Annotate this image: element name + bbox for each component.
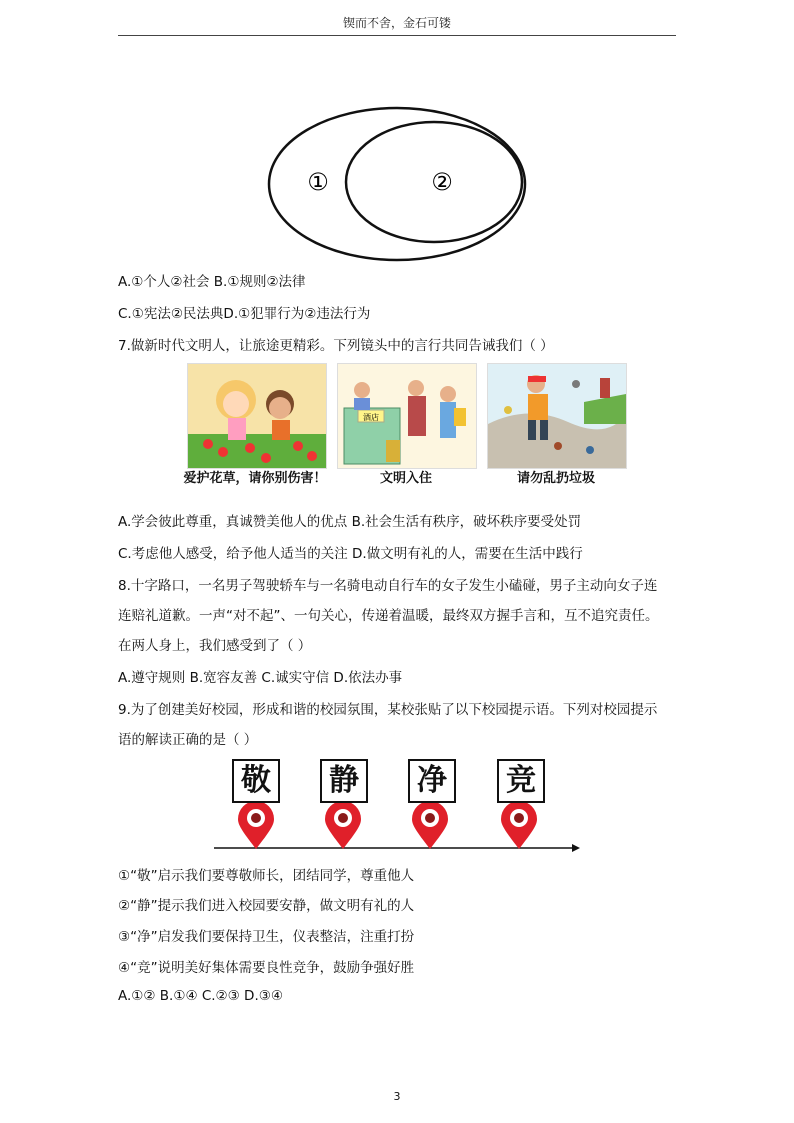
page-number: 3	[393, 1090, 401, 1103]
q7-options-line2: C.考虑他人感受，给予他人适当的关注 D.做文明有礼的人，需要在生活中践行	[118, 546, 583, 562]
venn-label-inner: ②	[431, 168, 453, 196]
q9-options: A.①② B.①④ C.②③ D.③④	[118, 988, 283, 1004]
slogan-timeline	[210, 803, 582, 855]
map-pin-icon	[412, 803, 448, 849]
slogan-char-jing-clean: 净	[408, 759, 456, 803]
map-pin-icon	[238, 803, 274, 849]
venn-diagram	[266, 104, 528, 264]
venn-label-outer: ①	[307, 168, 329, 196]
q9-statement-4: ④“竞”说明美好集体需要良性竞争，鼓励争强好胜	[118, 960, 415, 976]
q9-line2: 语的解读正确的是（ ）	[118, 732, 258, 748]
q7-image-row	[183, 363, 627, 486]
q7-image-hotel	[337, 363, 477, 469]
map-pin-icon	[325, 803, 361, 849]
q6-options-line1: A.①个人②社会 B.①规则②法律	[118, 274, 306, 290]
slogan-char-jing-respect: 敬	[232, 759, 280, 803]
q7-stem: 7.做新时代文明人，让旅途更精彩。下列镜头中的言行共同告诫我们（ ）	[118, 338, 554, 354]
q6-options-line2: C.①宪法②民法典D.①犯罪行为②违法行为	[118, 306, 371, 322]
q9-line1: 9.为了创建美好校园，形成和谐的校园氛围，某校张贴了以下校园提示语。下列对校园提示	[118, 702, 658, 718]
q9-slogan-banner	[210, 755, 582, 855]
q7-image-litter	[487, 363, 627, 469]
header-rule	[118, 35, 676, 36]
q8-line1: 8.十字路口，一名男子驾驶轿车与一名骑电动自行车的女子发生小磕碰，男子主动向女子连	[118, 578, 658, 594]
q9-statement-3: ③“净”启发我们要保持卫生，仪表整洁，注重打扮	[118, 929, 415, 945]
q9-statement-1: ①“敬”启示我们要尊敬师长，团结同学，尊重他人	[118, 868, 415, 884]
slogan-char-jing-quiet: 静	[320, 759, 368, 803]
q9-statement-2: ②“静”提示我们进入校园要安静，做文明有礼的人	[118, 898, 415, 914]
q7-options-line1: A.学会彼此尊重，真诚赞美他人的优点 B.社会生活有秩序，破坏秩序要受处罚	[118, 514, 582, 530]
q7-caption-3: 请勿乱扔垃圾	[516, 471, 595, 486]
q7-image-flowers	[187, 363, 327, 469]
hotel-sign-text: 酒店	[363, 413, 379, 422]
page-header: 锲而不舍，金石可镂	[342, 16, 451, 30]
slogan-char-jing-compete: 竞	[497, 759, 545, 803]
q7-caption-2: 文明入住	[379, 471, 432, 486]
q8-line2: 连赔礼道歉。一声“对不起”、一句关心，传递着温暖，最终双方握手言和，互不追究责任。	[118, 608, 659, 624]
q8-line3: 在两人身上，我们感受到了（ ）	[118, 638, 312, 654]
map-pin-icon	[501, 803, 537, 849]
q8-options: A.遵守规则 B.宽容友善 C.诚实守信 D.依法办事	[118, 670, 403, 686]
q7-caption-1: 爱护花草，请你别伤害！	[183, 471, 327, 486]
